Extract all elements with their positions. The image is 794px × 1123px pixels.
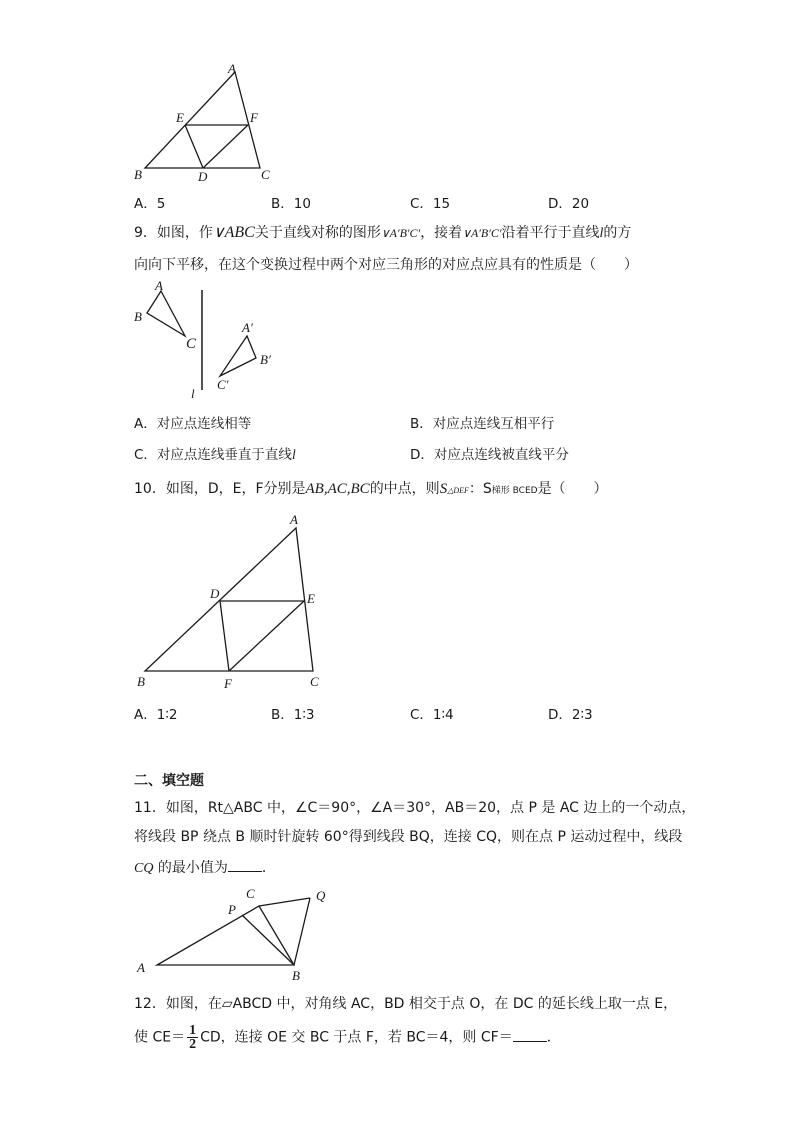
q9-text-1: 如图，作 bbox=[156, 225, 213, 241]
q11-period: ． bbox=[261, 860, 276, 876]
q11-label-q: Q bbox=[316, 888, 326, 903]
q9-label-a: A bbox=[155, 278, 163, 293]
q11-label-b: B bbox=[292, 968, 300, 983]
q9-label-b: B bbox=[134, 309, 142, 324]
q9-triangle-abc: ∨ABC bbox=[212, 224, 255, 241]
q11-segment-bp bbox=[242, 915, 294, 965]
q12-text-ce: 使 CE＝ bbox=[134, 1029, 186, 1046]
q9-label-l: l bbox=[191, 386, 195, 401]
q9-line-l: l bbox=[599, 226, 604, 241]
q9-text-5: 的方 bbox=[603, 225, 632, 241]
q12-answer-blank[interactable] bbox=[513, 1029, 547, 1042]
q8-triangle-abc bbox=[145, 72, 260, 168]
q8-label-e: E bbox=[176, 110, 184, 125]
q12-stem-line2 bbox=[134, 1024, 561, 1051]
q11-label-a: A bbox=[137, 960, 145, 975]
q11-stem-line3 bbox=[134, 857, 276, 877]
q10-stem bbox=[134, 478, 608, 498]
q9-option-d[interactable]: D．对应点连线被直线平分 bbox=[410, 447, 569, 463]
q10-segment-fe bbox=[229, 601, 304, 671]
q8-label-a: A bbox=[228, 61, 236, 76]
q10-option-a[interactable]: A．1∶2 bbox=[134, 707, 178, 723]
q8-segment-ed bbox=[185, 125, 203, 168]
q9-triangle-original bbox=[147, 291, 185, 336]
q12-frac-den: 2 bbox=[189, 1037, 197, 1052]
section-title: 二、填空题 bbox=[134, 773, 204, 789]
q11-label-c: C bbox=[246, 886, 255, 901]
q11-stem-line2: 将线段 BP 绕点 B 顺时针旋转 60°得到线段 BQ，连接 CQ，则在点 P 运动过程中，线段 bbox=[134, 829, 683, 845]
q11-segment-bq bbox=[294, 898, 310, 965]
q10-segment-df bbox=[220, 601, 229, 671]
q9-figure bbox=[130, 278, 290, 403]
q10-triangle-abc bbox=[145, 528, 313, 671]
q9-text-2: 关于直线对称的图形 bbox=[254, 225, 381, 241]
q8-label-b: B bbox=[134, 167, 142, 182]
q10-segments: AB,AC,BC bbox=[305, 481, 370, 497]
q10-option-c[interactable]: C．1∶4 bbox=[410, 707, 454, 723]
q8-label-c: C bbox=[261, 167, 270, 182]
q9-number: 9． bbox=[134, 225, 157, 241]
q8-option-c[interactable]: C．15 bbox=[410, 196, 451, 212]
q11-figure bbox=[130, 882, 340, 987]
q12-text-rest: CD，连接 OE 交 BC 于点 F，若 BC＝4，则 CF＝ bbox=[200, 1029, 513, 1046]
q10-label-e: E bbox=[307, 591, 315, 606]
q10-label-b: B bbox=[137, 674, 145, 689]
q9-label-a-prime: A′ bbox=[242, 320, 253, 335]
q10-figure bbox=[130, 508, 340, 693]
q9-triangle-image bbox=[220, 336, 256, 376]
q9-label-c: C bbox=[186, 336, 197, 352]
q8-option-a[interactable]: A．5 bbox=[134, 196, 166, 212]
q10-text-3: ：S bbox=[468, 481, 492, 497]
q8-label-d: D bbox=[198, 169, 208, 184]
q12-fraction-half bbox=[187, 1024, 198, 1051]
q8-segment-df bbox=[203, 125, 248, 168]
q10-text-1: 如图，D，E，F分别是 bbox=[165, 481, 306, 497]
q9-text-4: 沿着平行于直线 bbox=[501, 225, 600, 241]
q11-stem-line1: 11．如图，Rt△ABC 中，∠C＝90°，∠A＝30°，AB＝20，点 P 是 AC 边上的一个动点， bbox=[134, 800, 696, 816]
q9-option-c[interactable] bbox=[134, 443, 296, 463]
q11-text-min: 的最小值为 bbox=[157, 860, 228, 876]
q9-text-3: ，接着 bbox=[420, 225, 463, 241]
q11-answer-blank[interactable] bbox=[228, 859, 262, 872]
q11-label-p: P bbox=[228, 902, 236, 917]
q10-s-delta-sub: △DEF bbox=[447, 486, 469, 495]
q8-option-d[interactable]: D．20 bbox=[548, 196, 590, 212]
q9-stem-line2: 向向下平移，在这个变换过程中两个对应三角形的对应点应具有的性质是（ ） bbox=[134, 257, 638, 273]
q9-stem-line1 bbox=[134, 222, 631, 242]
q11-cq: CQ bbox=[134, 861, 154, 876]
q12-period: ． bbox=[546, 1029, 561, 1046]
q9-option-b[interactable]: B．对应点连线互相平行 bbox=[410, 416, 555, 432]
q9-option-c-text: C．对应点连线垂直于直线 bbox=[134, 447, 292, 463]
q10-label-f: F bbox=[224, 676, 232, 691]
q12-stem-line1: 12．如图，在▱ABCD 中，对角线 AC，BD 相交于点 O，在 DC 的延长线上取一点 E， bbox=[134, 996, 678, 1012]
q9-label-c-prime: C′ bbox=[217, 377, 229, 392]
q10-option-b[interactable]: B．1∶3 bbox=[271, 707, 315, 723]
q9-label-b-prime: B′ bbox=[260, 352, 271, 367]
q9-option-a[interactable]: A．对应点连线相等 bbox=[134, 416, 252, 432]
q11-triangle-abc bbox=[157, 906, 294, 965]
q8-label-f: F bbox=[250, 110, 258, 125]
q9-triangle-abc-prime: ∨A′B′C′ bbox=[380, 226, 421, 240]
q9-triangle-abc-prime-2: ∨A′B′C′ bbox=[462, 226, 502, 240]
q8-figure bbox=[130, 60, 280, 185]
q10-label-a: A bbox=[290, 512, 298, 527]
q10-label-d: D bbox=[210, 586, 220, 601]
q10-text-2: 的中点，则 bbox=[369, 481, 440, 497]
q9-option-c-var: l bbox=[291, 447, 296, 462]
q10-label-c: C bbox=[310, 674, 319, 689]
q10-option-d[interactable]: D．2∶3 bbox=[548, 707, 593, 723]
q12-frac-num: 1 bbox=[189, 1023, 197, 1038]
q11-segment-cq bbox=[259, 898, 310, 906]
q10-number: 10． bbox=[134, 481, 166, 497]
q8-option-b[interactable]: B．10 bbox=[271, 196, 311, 212]
q10-s-delta: S bbox=[439, 481, 448, 497]
q10-s-trap-sub: 梯形 BCED bbox=[491, 486, 538, 496]
q10-text-4: 是（ ） bbox=[537, 481, 608, 497]
